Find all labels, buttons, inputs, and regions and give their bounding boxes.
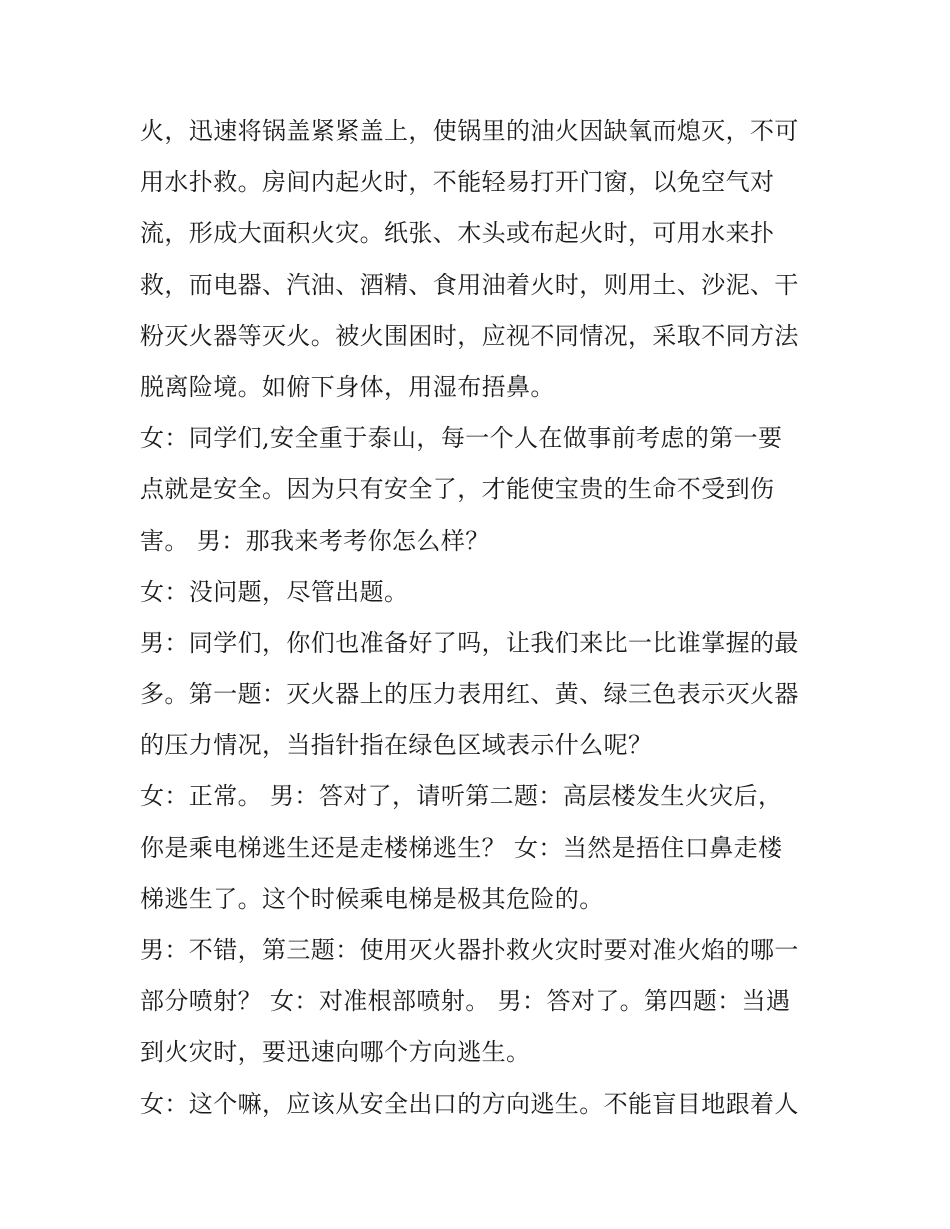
document-body [140, 106, 820, 1130]
text-line: 你是乘电梯逃生还是走楼梯逃生？ 女：当然是捂住口鼻走楼 [140, 833, 783, 862]
text-line: 流，形成大面积火灾。纸张、木头或布起火时，可用水来扑 [140, 219, 775, 248]
text-line: 梯逃生了。这个时候乘电梯是极其危险的。 [140, 884, 604, 913]
text-line: 粉灭火器等灭火。被火围困时，应视不同情况，采取不同方法 [140, 321, 799, 350]
text-line: 部分喷射？ 女：对准根部喷射。 男：答对了。第四题：当遇 [140, 987, 791, 1016]
text-line: 女：这个嘛，应该从安全出口的方向逃生。不能盲目地跟着人 [140, 1089, 799, 1118]
text-line: 到火灾时，要迅速向哪个方向逃生。 [140, 1038, 531, 1067]
text-line: 女：没问题，尽管出题。 [140, 577, 409, 606]
text-line: 救，而电器、汽油、酒精、食用油着火时，则用土、沙泥、干 [140, 270, 799, 299]
text-line: 害。 男：那我来考考你怎么样？ [140, 526, 490, 555]
text-line: 脱离险境。如俯下身体，用湿布捂鼻。 [140, 372, 555, 401]
text-line: 男：同学们，你们也准备好了吗，让我们来比一比谁掌握的最 [140, 628, 799, 657]
text-line: 男：不错，第三题：使用灭火器扑救火灾时要对准火焰的哪一 [140, 936, 799, 964]
text-line: 火，迅速将锅盖紧紧盖上，使锅里的油火因缺氧而熄灭，不可 [140, 117, 799, 145]
text-line: 的压力情况，当指针指在绿色区域表示什么呢？ [140, 731, 653, 760]
text-line: 点就是安全。因为只有安全了，才能使宝贵的生命不受到伤 [140, 475, 775, 504]
text-line: 多。第一题：灭火器上的压力表用红、黄、绿三色表示灭火器 [140, 680, 799, 709]
text-line: 女：同学们,安全重于泰山，每一个人在做事前考虑的第一要 [140, 424, 783, 453]
text-line: 用水扑救。房间内起火时，不能轻易打开门窗，以免空气对 [140, 168, 775, 197]
text-line: 女：正常。 男：答对了，请听第二题：高层楼发生火灾后， [140, 782, 783, 811]
